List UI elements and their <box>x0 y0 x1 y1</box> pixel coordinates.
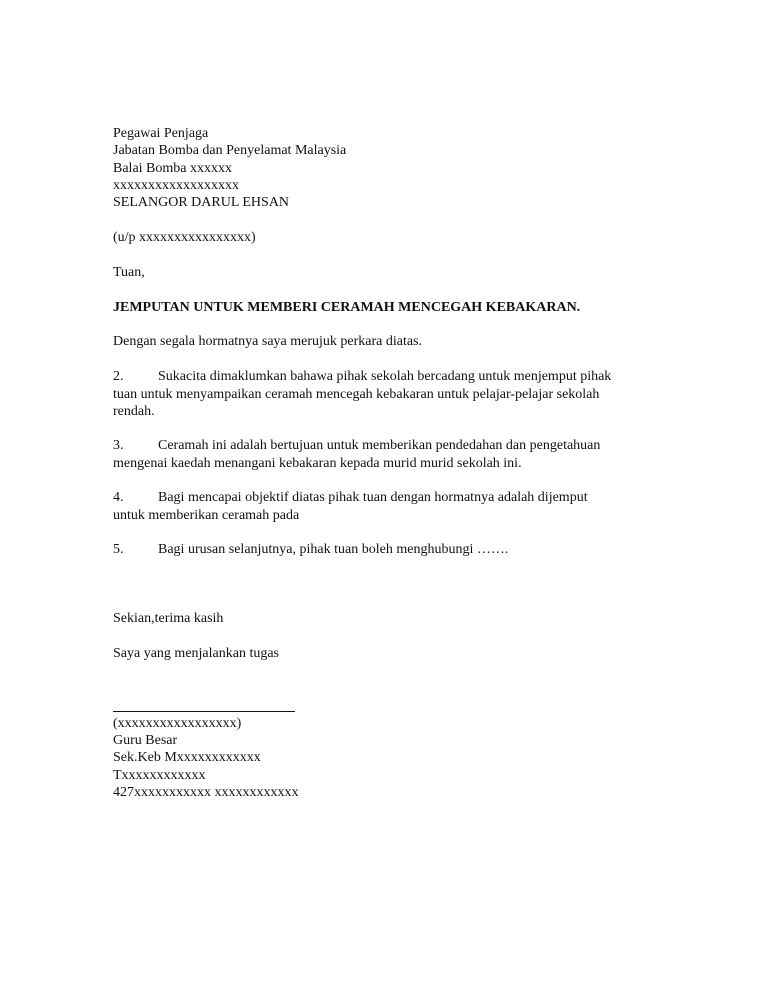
school-name: Sek.Keb Mxxxxxxxxxxxx <box>113 750 261 765</box>
salutation: Tuan, <box>113 265 145 280</box>
recipient-line-5: SELANGOR DARUL EHSAN <box>113 195 290 210</box>
paragraph-2 <box>113 368 653 421</box>
recipient-line-2: Jabatan Bomba dan Penyelamat Malaysia <box>113 143 347 158</box>
signatory-title: Guru Besar <box>113 733 178 748</box>
intro-paragraph: Dengan segala hormatnya saya merujuk perkara diatas. <box>113 334 423 349</box>
paragraph-3 <box>113 437 653 472</box>
school-town: Txxxxxxxxxxxx <box>113 768 206 783</box>
paragraph-2-first-line: 2. Sukacita dimaklumkan bahawa pihak sekolah bercadang untuk menjemput pihak <box>113 369 612 384</box>
signatory-name: (xxxxxxxxxxxxxxxxx) <box>113 716 242 731</box>
recipient-line-4: xxxxxxxxxxxxxxxxxx <box>113 178 239 193</box>
paragraph-5-first-line: 5. Bagi urusan selanjutnya, pihak tuan boleh menghubungi ……. <box>113 542 509 557</box>
recipient-line-3: Balai Bomba xxxxxx <box>113 161 232 176</box>
paragraph-number: 2. <box>113 369 124 384</box>
paragraph-2-line-2: tuan untuk menyampaikan ceramah mencegah kebakaran untuk pelajar-pelajar sekolah <box>113 386 600 402</box>
signature-line <box>113 711 295 712</box>
paragraph-4 <box>113 489 653 524</box>
paragraph-number: 4. <box>113 490 124 505</box>
paragraph-number: 3. <box>113 438 124 453</box>
paragraph-number: 5. <box>113 542 124 557</box>
paragraph-5 <box>113 541 653 559</box>
school-postcode: 427xxxxxxxxxxx xxxxxxxxxxxx <box>113 785 299 800</box>
letter-subject: JEMPUTAN UNTUK MEMBERI CERAMAH MENCEGAH KEBAKARAN. <box>113 300 581 315</box>
paragraph-3-line-2: mengenai kaedah menangani kebakaran kepada murid murid sekolah ini. <box>113 455 522 471</box>
paragraph-2-line-3: rendah. <box>113 404 155 419</box>
paragraph-3-first-line: 3. Ceramah ini adalah bertujuan untuk memberikan pendedahan dan pengetahuan <box>113 438 601 453</box>
closing-duty: Saya yang menjalankan tugas <box>113 646 280 661</box>
paragraph-4-first-line: 4. Bagi mencapai objektif diatas pihak tuan dengan hormatnya adalah dijemput <box>113 490 588 505</box>
paragraph-4-line-2: untuk memberikan ceramah pada <box>113 507 300 523</box>
closing-thanks: Sekian,terima kasih <box>113 611 224 626</box>
attention-line: (u/p xxxxxxxxxxxxxxxx) <box>113 230 256 245</box>
recipient-line-1: Pegawai Penjaga <box>113 126 209 141</box>
